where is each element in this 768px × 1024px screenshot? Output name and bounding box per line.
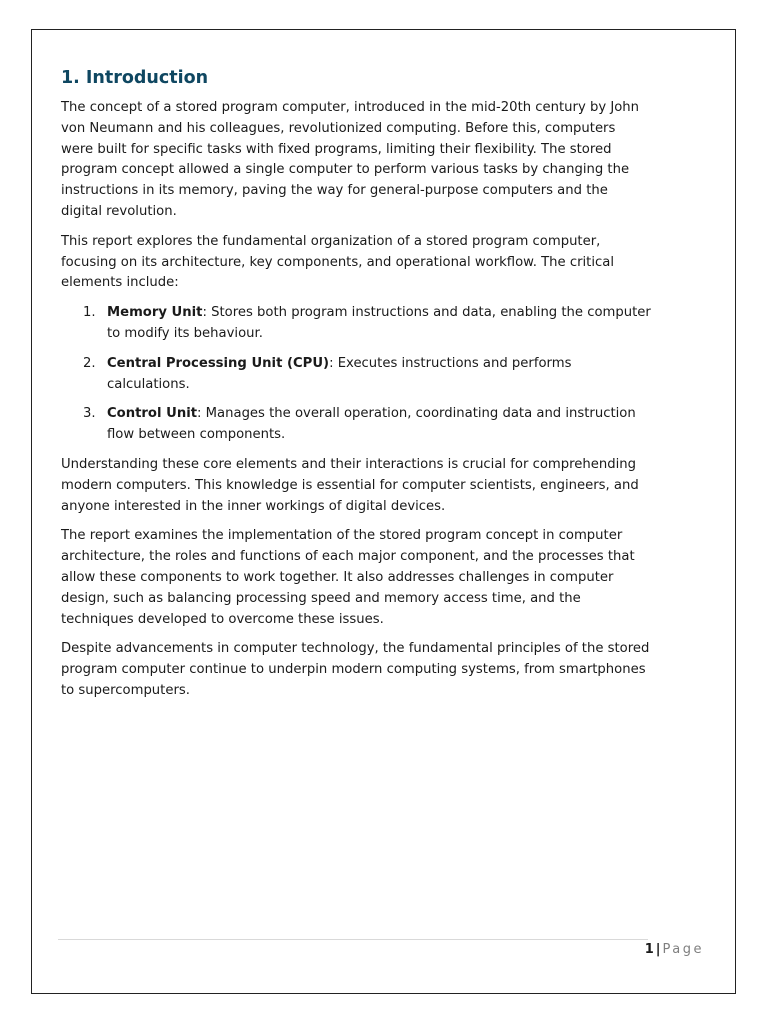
page-number: 1 bbox=[644, 942, 654, 957]
list-item-number: 2. bbox=[83, 355, 96, 371]
section-heading: 1. Introduction bbox=[61, 68, 209, 88]
list-item-description: : Executes instructions and performs calculations. bbox=[107, 355, 572, 392]
body-paragraph-3: Despite advancements in computer technology, the fundamental principles of the stored program computer continue to underpin modern computing systems, from smartphones to supercomputers. bbox=[61, 641, 650, 698]
page-footer bbox=[645, 941, 704, 959]
list-item-number: 3. bbox=[83, 406, 96, 422]
footer-separator: | bbox=[655, 942, 661, 957]
page-label: Page bbox=[662, 942, 704, 957]
list-item bbox=[61, 354, 651, 396]
body-paragraph-1: Understanding these core elements and their interactions is crucial for comprehending modern computers. This knowledge is essential for computer scientists, engineers, and anyone interested in the inner workings of digital devices. bbox=[61, 456, 639, 514]
list-item-description: : Manages the overall operation, coordinating data and instruction flow between components. bbox=[107, 406, 636, 443]
intro-paragraph-2: This report explores the fundamental organization of a stored program computer, focusing on its architecture, key components, and operational workflow. The critical elements include: bbox=[61, 233, 614, 291]
list-item-term: Memory Unit bbox=[107, 305, 203, 321]
document-body bbox=[61, 66, 651, 711]
list-item-description: : Stores both program instructions and data, enabling the computer to modify its behaviour. bbox=[107, 305, 651, 341]
list-item bbox=[61, 303, 651, 345]
list-item-term: Central Processing Unit (CPU) bbox=[107, 355, 330, 371]
list-item-term: Control Unit bbox=[107, 406, 198, 422]
intro-paragraph-1: The concept of a stored program computer, introduced in the mid-20th century by John von Neumann and his colleagues, revolutionized computing. Before this, computers were built for specific tasks with fixed programs, limiting their flexibility. The stored program concept allowed a single computer to perform various tasks by changing the instructions in its memory, paving the way for general-purpose computers and the digital revolution. bbox=[61, 100, 640, 219]
body-paragraph-2: The report examines the implementation of the stored program concept in computer architecture, the roles and functions of each major component, and the processes that allow these components to work together. It also addresses challenges in computer design, such as balancing processing speed and memory access time, and the techniques developed to overcome these issues. bbox=[61, 528, 635, 627]
footer-divider bbox=[58, 939, 648, 940]
list-item bbox=[61, 404, 651, 446]
list-item-number: 1. bbox=[83, 305, 96, 321]
critical-elements-list bbox=[61, 303, 651, 446]
